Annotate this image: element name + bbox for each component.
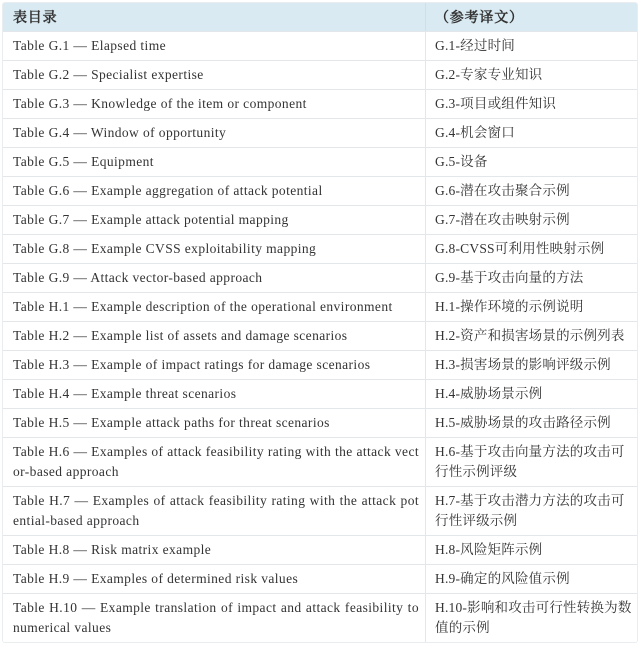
table-header-row	[3, 3, 637, 31]
cell-original-title: Table H.9 — Examples of determined risk values	[3, 565, 426, 593]
table-body	[3, 31, 637, 642]
table-row	[3, 31, 637, 60]
table-row	[3, 408, 637, 437]
cell-translated-title: G.6-潜在攻击聚合示例	[435, 183, 570, 198]
cell-translated-title: H.3-损害场景的影响评级示例	[435, 357, 611, 372]
cell-translated-title: G.3-项目或组件知识	[435, 96, 557, 111]
cell-original-title: Table G.7 — Example attack potential mapping	[3, 206, 426, 234]
cell-original-title: Table H.2 — Example list of assets and damage scenarios	[3, 322, 426, 350]
cell-original-title: Table H.4 — Example threat scenarios	[3, 380, 426, 408]
cell-translated-title: G.4-机会窗口	[435, 125, 515, 140]
cell-translated-title: H.2-资产和损害场景的示例列表	[435, 328, 625, 343]
table-row	[3, 147, 637, 176]
table-row	[3, 535, 637, 564]
cell-translated-title: H.4-威胁场景示例	[435, 386, 543, 401]
table-row	[3, 205, 637, 234]
cell-original-title: Table G.5 — Equipment	[3, 148, 426, 176]
cell-original-title: Table H.7 — Examples of attack feasibility rating with the attack potential-based approach	[3, 487, 426, 535]
cell-original-title: Table H.6 — Examples of attack feasibility rating with the attack vector-based approach	[3, 438, 426, 486]
table-row	[3, 292, 637, 321]
cell-original-title: Table G.6 — Example aggregation of attack potential	[3, 177, 426, 205]
cell-translated-title: H.8-风险矩阵示例	[435, 542, 543, 557]
cell-original-title: Table H.8 — Risk matrix example	[3, 536, 426, 564]
cell-translated-title: G.9-基于攻击向量的方法	[435, 270, 584, 285]
table-row	[3, 350, 637, 379]
table-row	[3, 118, 637, 147]
cell-translated-title: H.10-影响和攻击可行性转换为数值的示例	[435, 600, 632, 635]
cell-translated-title: G.1-经过时间	[435, 38, 515, 53]
cell-original-title: Table H.1 — Example description of the operational environment	[3, 293, 426, 321]
cell-translated-title: G.7-潜在攻击映射示例	[435, 212, 570, 227]
cell-original-title: Table H.3 — Example of impact ratings for damage scenarios	[3, 351, 426, 379]
cell-translated-title: H.6-基于攻击向量方法的攻击可行性示例评级	[435, 444, 625, 479]
cell-original-title: Table G.8 — Example CVSS exploitability mapping	[3, 235, 426, 263]
table-row	[3, 486, 637, 535]
cell-translated-title: H.7-基于攻击潜力方法的攻击可行性评级示例	[435, 493, 625, 528]
reference-table	[2, 2, 638, 643]
column-header-translation: （参考译文）	[435, 9, 524, 25]
cell-original-title: Table G.1 — Elapsed time	[3, 32, 426, 60]
table-row	[3, 60, 637, 89]
table-row	[3, 176, 637, 205]
cell-original-title: Table G.9 — Attack vector-based approach	[3, 264, 426, 292]
table-row	[3, 234, 637, 263]
cell-translated-title: H.9-确定的风险值示例	[435, 571, 570, 586]
column-header-original: 表目录	[3, 3, 426, 31]
table-row	[3, 321, 637, 350]
cell-translated-title: G.2-专家专业知识	[435, 67, 543, 82]
table-row	[3, 564, 637, 593]
cell-original-title: Table G.2 — Specialist expertise	[3, 61, 426, 89]
table-row	[3, 437, 637, 486]
cell-original-title: Table H.10 — Example translation of impact and attack feasibility to numerical values	[3, 594, 426, 642]
cell-translated-title: G.5-设备	[435, 154, 488, 169]
cell-original-title: Table G.3 — Knowledge of the item or component	[3, 90, 426, 118]
cell-original-title: Table G.4 — Window of opportunity	[3, 119, 426, 147]
cell-translated-title: H.1-操作环境的示例说明	[435, 299, 584, 314]
cell-translated-title: G.8-CVSS可利用性映射示例	[435, 241, 605, 256]
table-row	[3, 379, 637, 408]
cell-original-title: Table H.5 — Example attack paths for threat scenarios	[3, 409, 426, 437]
cell-translated-title: H.5-威胁场景的攻击路径示例	[435, 415, 611, 430]
table-row	[3, 89, 637, 118]
table-row	[3, 263, 637, 292]
